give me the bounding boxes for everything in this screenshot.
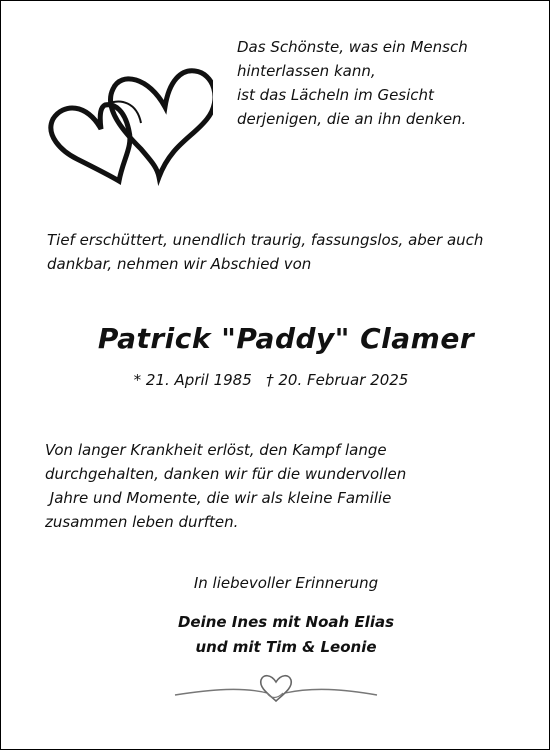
signer-line: Deine Ines mit Noah Elias: [177, 613, 395, 631]
deceased-name: Patrick "Paddy" Clamer: [97, 322, 475, 355]
memory-line: In liebevoller Erinnerung: [193, 574, 379, 592]
body-line: durchgehalten, danken wir für die wundervollen: [45, 465, 407, 483]
quote-line: derjenigen, die an ihn denken.: [237, 110, 467, 128]
intro-line: Tief erschüttert, unendlich traurig, fassungslos, aber auch: [47, 231, 484, 249]
body-line: zusammen leben durften.: [45, 513, 239, 531]
quote-block: [237, 35, 537, 131]
death-date: † 20. Februar 2025: [266, 371, 409, 389]
quote-line: Das Schönste, was ein Mensch: [237, 38, 468, 56]
intro-text: [47, 228, 517, 276]
body-line: Von langer Krankheit erlöst, den Kampf lange: [45, 441, 387, 459]
body-line: Jahre und Momente, die wir als kleine Familie: [45, 489, 392, 507]
birth-date: * 21. April 1985: [133, 371, 252, 389]
quote-line: hinterlassen kann,: [237, 62, 376, 80]
quote-line: ist das Lächeln im Gesicht: [237, 86, 434, 104]
signers-block: [1, 610, 550, 660]
double-heart-icon: [45, 63, 213, 187]
life-dates: [1, 369, 541, 391]
heart-flourish-icon: [173, 669, 379, 709]
intro-line: dankbar, nehmen wir Abschied von: [47, 255, 312, 273]
body-text: [45, 438, 485, 534]
signer-line: und mit Tim & Leonie: [195, 638, 377, 656]
